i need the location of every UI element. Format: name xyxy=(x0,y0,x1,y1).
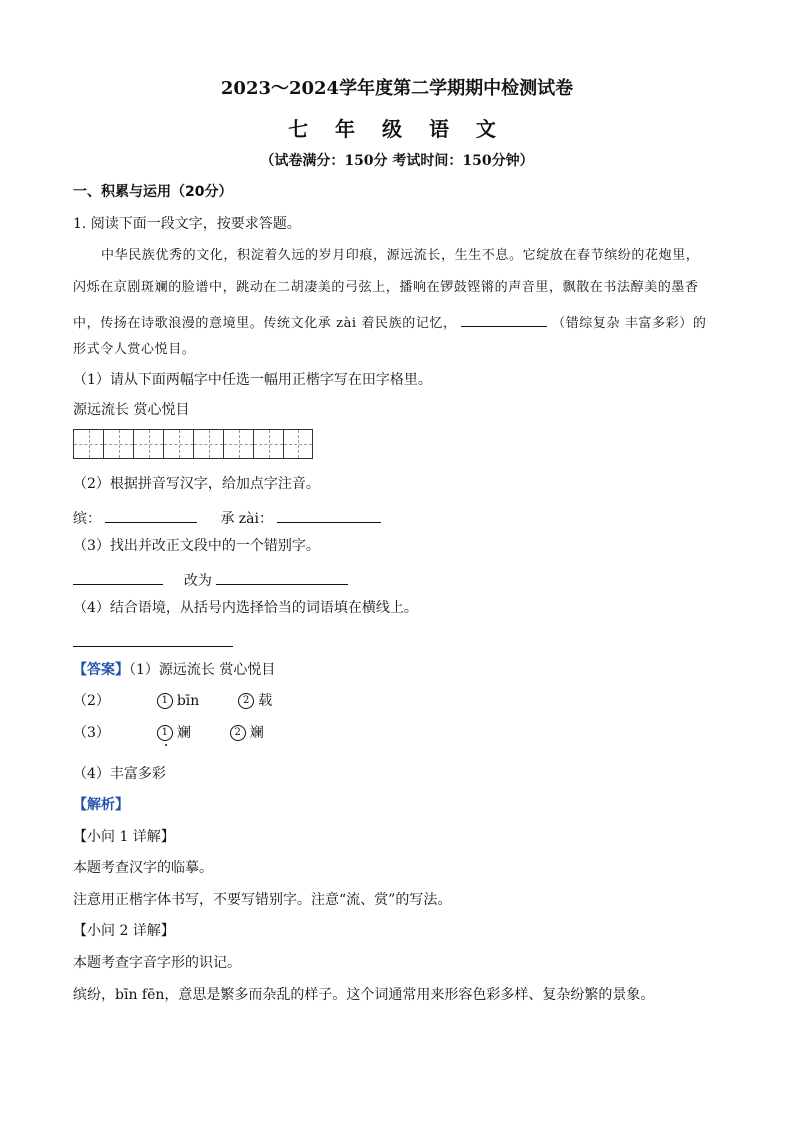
answer-2-char: 载 xyxy=(258,693,273,709)
grid-cell[interactable] xyxy=(283,429,313,459)
answer-3-number: （3） xyxy=(73,725,110,741)
word-choice-blank[interactable] xyxy=(73,631,233,647)
circled-number: 2 xyxy=(238,693,254,709)
grid-cell[interactable] xyxy=(193,429,223,459)
passage-choice: （错综复杂 丰富多彩）的 xyxy=(552,316,707,331)
question-prompt: 1. 阅读下面一段文字，按要求答题。 xyxy=(73,216,301,232)
blank-label-a: 缤： xyxy=(73,511,101,527)
answer-1: （1）源远流长 赏心悦目 xyxy=(129,662,276,678)
sub-question-4: （4）结合语境，从括号内选择恰当的词语填在横线上。 xyxy=(73,600,418,616)
sub-question-4-blank-line xyxy=(73,631,233,652)
answer-line-4: （4）丰富多彩 xyxy=(73,766,166,782)
subject-title: 七 年 级 语 文 xyxy=(288,117,506,141)
analysis-label: 【解析】 xyxy=(73,797,129,813)
analysis-sub2-heading: 【小问 2 详解】 xyxy=(73,923,175,939)
analysis-sub2-line2: 缤纷，bīn fēn，意思是繁多而杂乱的样子。这个词通常用来形容色彩多样、复杂纷繁的景象。 xyxy=(73,987,655,1003)
grid-cell[interactable] xyxy=(103,429,133,459)
sub-question-2: （2）根据拼音写汉字，给加点字注音。 xyxy=(73,476,320,492)
answer-3-wrong: 斓 xyxy=(176,725,191,741)
exam-title: 2023～2024学年度第二学期期中检测试卷 xyxy=(220,78,574,99)
circled-number: 1 xyxy=(157,693,173,709)
change-label: 改为 xyxy=(183,573,212,589)
analysis-sub2-line1: 本题考查字音字形的识记。 xyxy=(73,955,241,971)
answer-2-number: （2） xyxy=(73,693,110,709)
exam-info: （试卷满分：150分 考试时间：150分钟） xyxy=(260,153,534,169)
passage-line-1: 中华民族优秀的文化，积淀着久远的岁月印痕，源远流长，生生不息。它绽放在春节缤纷的花炮里， xyxy=(101,248,700,263)
answer-label: 【答案】 xyxy=(73,662,129,678)
answer-3-right: 斓 xyxy=(249,725,264,741)
tianzige-grid[interactable] xyxy=(73,429,313,459)
answer-blank-b[interactable] xyxy=(277,507,381,523)
answer-line-1 xyxy=(73,661,275,679)
grid-cell[interactable] xyxy=(73,429,103,459)
sub-question-3-blanks xyxy=(73,569,348,590)
grid-cell[interactable] xyxy=(223,429,253,459)
section-heading: 一、积累与运用（20分） xyxy=(73,184,233,200)
analysis-sub1-heading: 【小问 1 详解】 xyxy=(73,829,175,845)
sub-question-2-blanks xyxy=(73,507,381,528)
answer-blank-a[interactable] xyxy=(105,507,197,523)
grid-cell[interactable] xyxy=(253,429,283,459)
passage-line-3 xyxy=(73,311,706,333)
analysis-sub1-line1: 本题考查汉字的临摹。 xyxy=(73,860,213,876)
passage-line-2: 闪烁在京剧斑斓的脸谱中，跳动在二胡凄美的弓弦上，播响在锣鼓铿锵的声音里，飘散在书法醇美的墨香 xyxy=(73,280,699,295)
sub-question-3: （3）找出并改正文段中的一个错别字。 xyxy=(73,538,320,554)
passage-line-3-text: 中，传扬在诗歌浪漫的意境里。传统文化承 zài 着民族的记忆， xyxy=(73,316,457,331)
answer-2-pinyin: bīn xyxy=(176,693,200,709)
analysis-sub1-line2: 注意用正楷字体书写，不要写错别字。注意“流、赏”的写法。 xyxy=(73,892,452,908)
sub-question-1: （1）请从下面两幅字中任选一幅用正楷字写在田字格里。 xyxy=(73,372,432,388)
correct-char-blank[interactable] xyxy=(216,569,348,585)
circled-number: 2 xyxy=(230,725,246,741)
circled-number: 1 xyxy=(157,725,173,741)
grid-cell[interactable] xyxy=(163,429,193,459)
passage-line-4: 形式令人赏心悦目。 xyxy=(73,342,196,357)
grid-cell[interactable] xyxy=(133,429,163,459)
phrases-to-copy: 源远流长 赏心悦目 xyxy=(73,402,190,418)
answer-line-3 xyxy=(73,724,264,742)
wrong-char-blank[interactable] xyxy=(73,569,163,585)
blank-label-b: 承 zài： xyxy=(220,511,274,527)
answer-line-2 xyxy=(73,692,272,710)
passage-blank[interactable] xyxy=(461,311,547,327)
